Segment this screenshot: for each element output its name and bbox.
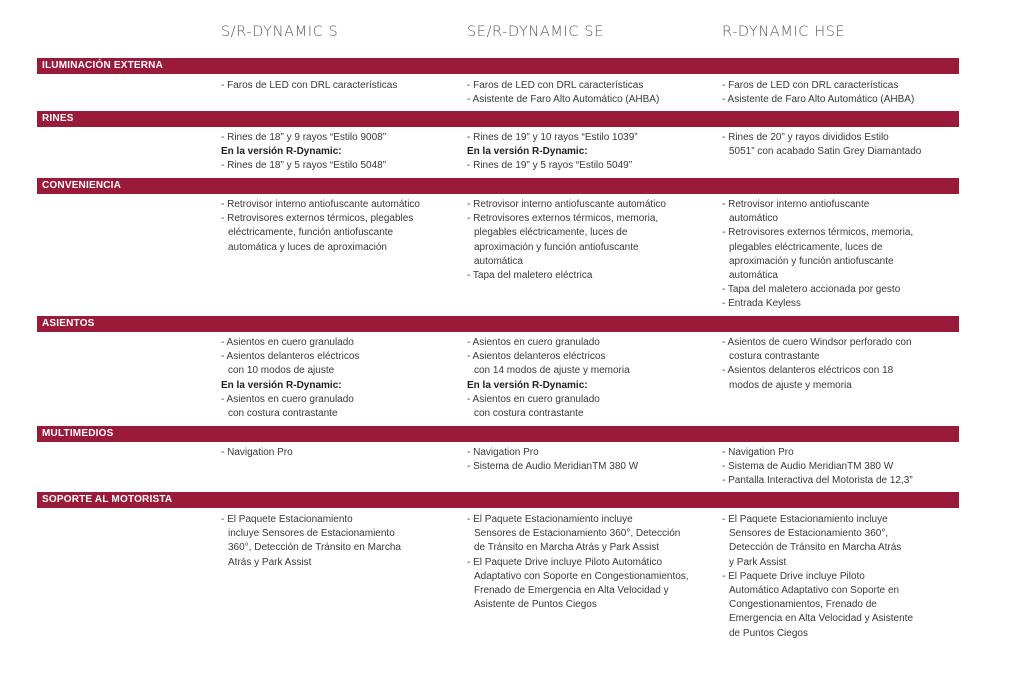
spec-cell-col-s	[221, 79, 461, 93]
spec-line: - Navigation Pro	[722, 447, 794, 458]
spec-line: - Sistema de Audio MeridianTM 380 W	[467, 461, 639, 473]
spec-line: - Faros de LED con DRL características	[221, 80, 398, 91]
spec-line: - Tapa del maletero accionada por gesto	[722, 284, 901, 296]
spec-line: automático	[729, 213, 778, 225]
column-header-s: S/R-DYNAMIC S	[221, 24, 339, 40]
spec-line: 360°, Detección de Tránsito en Marcha	[228, 542, 401, 554]
spec-line: - Sistema de Audio MeridianTM 380 W	[722, 461, 894, 473]
spec-line: - El Paquete Estacionamiento	[221, 514, 353, 525]
spec-line: Sensores de Estacionamiento 360°,	[729, 528, 889, 540]
spec-line: - El Paquete Estacionamiento incluye	[467, 514, 633, 525]
spec-cell-col-s	[221, 131, 461, 174]
spec-line: aproximación y función antiofuscante	[474, 241, 639, 253]
spec-line: eléctricamente, función antiofuscante	[228, 227, 394, 239]
spec-line: automática y luces de aproximación	[228, 241, 387, 253]
spec-cell-col-se	[467, 513, 719, 612]
spec-line: con costura contrastante	[228, 408, 338, 420]
spec-line: - Retrovisor interno antiofuscante automático	[221, 199, 420, 210]
spec-line: y Park Assist	[729, 556, 787, 568]
spec-line: con 10 modos de ajuste	[228, 365, 335, 377]
spec-cell-col-se	[467, 198, 719, 283]
spec-line: - El Paquete Estacionamiento incluye	[722, 514, 888, 525]
spec-line: automática	[729, 270, 778, 282]
column-header-se: SE/R-DYNAMIC SE	[467, 24, 604, 40]
spec-cell-col-se	[467, 131, 719, 174]
spec-line: de Puntos Ciegos	[729, 627, 808, 639]
spec-line: - Asientos en cuero granulado	[221, 337, 354, 348]
spec-line: con 14 modos de ajuste y memoria	[474, 365, 630, 377]
section-header: CONVENIENCIA	[37, 178, 959, 194]
spec-line: - Asientos en cuero granulado	[467, 337, 600, 348]
spec-line: - Navigation Pro	[467, 447, 539, 458]
spec-line: aproximación y función antiofuscante	[729, 255, 894, 267]
spec-line: - Retrovisores externos térmicos, memoria,	[722, 227, 914, 239]
spec-cell-col-s	[221, 336, 461, 421]
spec-line: - Entrada Keyless	[722, 298, 801, 310]
spec-line: Detección de Tránsito en Marcha Atrás	[729, 542, 902, 554]
spec-line: automática	[474, 255, 523, 267]
spec-line: Automático Adaptativo con Soporte en	[729, 585, 900, 597]
spec-cell-col-s	[221, 446, 461, 460]
section-header: RINES	[37, 111, 959, 127]
spec-line: Atrás y Park Assist	[228, 556, 312, 568]
spec-line: - Retrovisor interno antiofuscante automático	[467, 199, 666, 210]
spec-line: - Asientos delanteros eléctricos	[467, 351, 606, 363]
spec-line: - Retrovisores externos térmicos, memoria,	[467, 213, 659, 225]
spec-line: Congestionamientos, Frenado de	[729, 599, 877, 611]
spec-line: Adaptativo con Soporte en Congestionamientos,	[474, 570, 689, 582]
spec-line: - Rines de 18” y 9 rayos “Estilo 9008”	[221, 132, 387, 143]
spec-line: - Asientos en cuero granulado	[221, 393, 354, 405]
spec-line: - Faros de LED con DRL características	[467, 80, 644, 91]
spec-cell-col-se	[467, 79, 719, 107]
spec-line: de Tránsito en Marcha Atrás y Park Assist	[474, 542, 660, 554]
spec-line: - Rines de 18” y 5 rayos “Estilo 5048”	[221, 160, 387, 172]
spec-line: - Pantalla Interactiva del Motorista de 12,3”	[722, 475, 913, 487]
spec-cell-col-s	[221, 513, 461, 570]
section-header: ASIENTOS	[37, 316, 959, 332]
version-note: En la versión R-Dynamic:	[221, 379, 342, 391]
spec-line: modos de ajuste y memoria	[729, 379, 852, 391]
spec-line: costura contrastante	[729, 351, 820, 363]
spec-cell-col-hse	[722, 131, 954, 159]
spec-cell-col-hse	[722, 513, 954, 641]
spec-line: - Navigation Pro	[221, 447, 293, 458]
spec-cell-col-hse	[722, 336, 954, 393]
spec-line: plegables eléctricamente, luces de	[474, 227, 628, 239]
spec-line: - Asientos en cuero granulado	[467, 393, 600, 405]
spec-line: - Tapa del maletero eléctrica	[467, 270, 593, 282]
spec-cell-col-hse	[722, 79, 954, 107]
spec-line: 5051” con acabado Satin Grey Diamantado	[729, 146, 922, 158]
section-header: SOPORTE AL MOTORISTA	[37, 492, 959, 508]
version-note: En la versión R-Dynamic:	[467, 379, 588, 391]
spec-line: - Asistente de Faro Alto Automático (AHBA)	[467, 94, 660, 106]
spec-line: - Retrovisores externos térmicos, plegables	[221, 213, 414, 225]
spec-line: - Faros de LED con DRL características	[722, 80, 899, 91]
spec-line: Frenado de Emergencia en Alta Velocidad y	[474, 585, 669, 597]
spec-line: - El Paquete Drive incluye Piloto	[722, 570, 865, 582]
spec-line: - Rines de 19” y 5 rayos “Estilo 5049”	[467, 160, 633, 172]
version-note: En la versión R-Dynamic:	[467, 146, 588, 158]
spec-cell-col-se	[467, 336, 719, 421]
spec-line: - Retrovisor interno antiofuscante	[722, 199, 870, 210]
spec-line: - Asistente de Faro Alto Automático (AHBA)	[722, 94, 915, 106]
spec-line: - Rines de 19” y 10 rayos “Estilo 1039”	[467, 132, 638, 143]
spec-line: plegables eléctricamente, luces de	[729, 241, 883, 253]
spec-line: - Asientos delanteros eléctricos con 18	[722, 365, 894, 377]
spec-line: - El Paquete Drive incluye Piloto Automático	[467, 556, 663, 568]
spec-line: - Asientos delanteros eléctricos	[221, 351, 360, 363]
spec-line: Emergencia en Alta Velocidad y Asistente	[729, 613, 914, 625]
section-header: MULTIMEDIOS	[37, 426, 959, 442]
spec-cell-col-s	[221, 198, 461, 255]
spec-line: Asistente de Puntos Ciegos	[474, 599, 597, 611]
column-header-hse: R-DYNAMIC HSE	[722, 24, 846, 40]
spec-line: incluye Sensores de Estacionamiento	[228, 528, 395, 540]
spec-cell-col-hse	[722, 198, 954, 312]
spec-line: Sensores de Estacionamiento 360°, Detección	[474, 528, 681, 540]
spec-cell-col-se	[467, 446, 719, 474]
section-header: ILUMINACIÓN EXTERNA	[37, 58, 959, 74]
spec-line: - Asientos de cuero Windsor perforado con	[722, 337, 912, 348]
spec-line: con costura contrastante	[474, 408, 584, 420]
spec-cell-col-hse	[722, 446, 954, 489]
version-note: En la versión R-Dynamic:	[221, 146, 342, 158]
spec-line: - Rines de 20” y rayos divididos Estilo	[722, 132, 889, 143]
